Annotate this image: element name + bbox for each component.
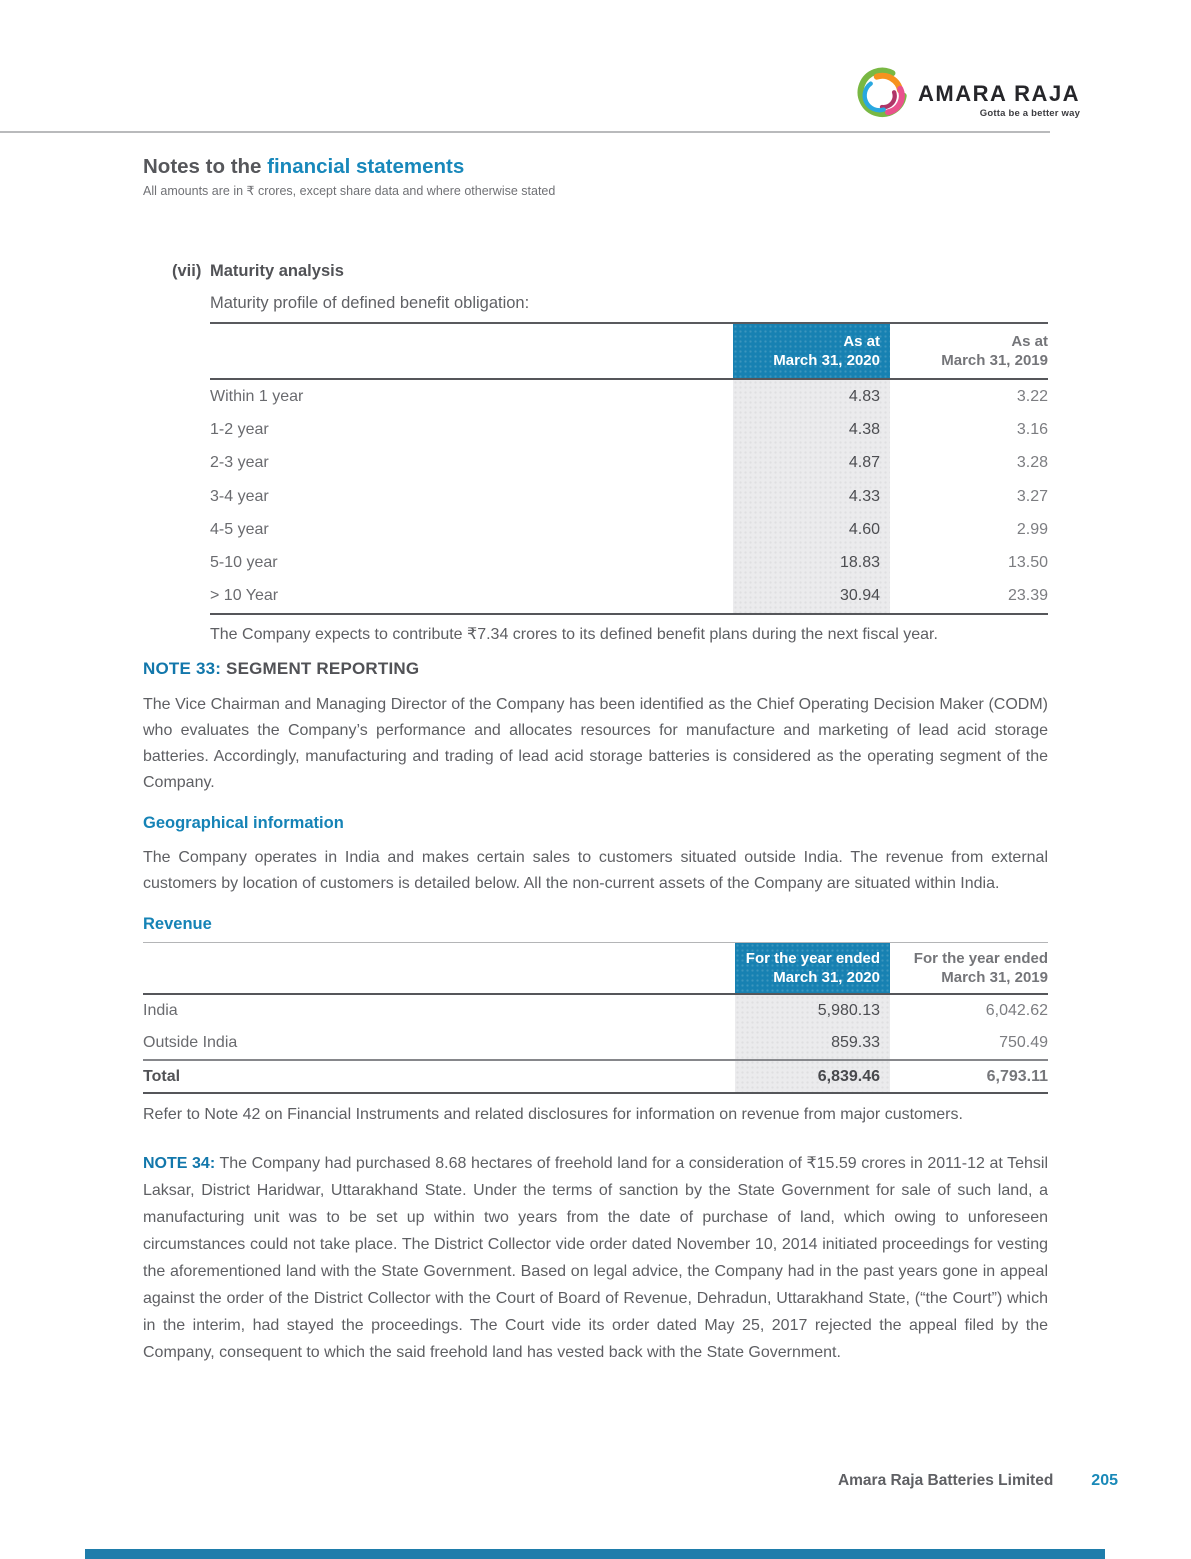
row-value-2020: 5,980.13	[817, 1002, 880, 1019]
brand-name: AMARA RAJA	[918, 81, 1081, 106]
note34-body: The Company had purchased 8.68 hectares of freehold land for a consideration of ₹15.59 crores in 2011-12 at Tehsil Laksar, District Haridwar, Uttarakhand State. Under the terms of sanction by the State Government for sale of such land, a manufacturing unit was to be set up within two years from the date of purchase of land, which owing to unforeseen circumstances could not take place. The District Collector vide order dated November 10, 2014 initiated proceedings for vesting the aforementioned land with the State Government. Based on legal advice, the Company had in the past years gone in appeal against the order of the District Collector with the Court of Board of Revenue, Dehradun, Uttarakhand State, (“the Court”) which in the interim, had stayed the proceedings. The Court vide its order dated May 25, 2017 rejected the appeal filed by the Company, consequent to which the said freehold land has vested back with the State Government.	[143, 1155, 1048, 1361]
row-label: > 10 Year	[210, 587, 279, 605]
row-label: 1-2 year	[210, 420, 269, 438]
brand-text	[918, 66, 1080, 119]
maturity-col-2020-header	[733, 324, 890, 378]
revenue-col-2020-line1: For the year ended	[745, 950, 880, 967]
maturity-col-2019-header	[890, 324, 1048, 378]
row-value-2020: 4.87	[848, 454, 880, 472]
table-row	[210, 380, 1048, 413]
note33-body: The Vice Chairman and Managing Director of the Company has been identified as the Chief Operating Decision Maker (CODM) who evaluates the Company’s performance and allocates resources for manufacture and marketing of lead acid storage batteries. Accordingly, manufacturing and trading of lead acid storage batteries is considered as the operating segment of the Company.	[143, 696, 1048, 791]
footer-page-number: 205	[1091, 1472, 1118, 1489]
page-title-prefix: Notes to the	[143, 155, 268, 178]
total-value-2019: 6,793.11	[986, 1067, 1048, 1085]
row-value-2020: 30.94	[839, 587, 880, 605]
maturity-footnote: The Company expects to contribute ₹7.34 crores to its defined benefit plans during the next fiscal year.	[210, 626, 938, 644]
section-maturity-analysis	[143, 262, 1048, 644]
note33-label: NOTE 33:	[143, 659, 222, 678]
footer-company-name: Amara Raja Batteries Limited	[837, 1472, 1054, 1489]
table-row	[210, 447, 1048, 480]
geo-body: The Company operates in India and makes certain sales to customers situated outside India. The revenue from external customers by location of customers is detailed below. All the non-current assets of the Company are situated within India.	[143, 849, 1048, 892]
amara-raja-logo	[856, 66, 1080, 122]
row-value-2019: 3.22	[1016, 387, 1048, 405]
table-row	[210, 413, 1048, 446]
row-value-2020: 4.83	[848, 387, 880, 405]
amara-raja-swirl-icon	[856, 66, 908, 122]
row-label: 5-10 year	[210, 554, 278, 572]
section-note-34	[143, 1150, 1048, 1366]
revenue-col-2020-header	[735, 943, 890, 993]
total-label: Total	[143, 1067, 181, 1085]
row-value-2019: 2.99	[1016, 520, 1048, 538]
maturity-table	[210, 322, 1048, 615]
revenue-col-2019-header	[890, 943, 1048, 993]
page-subtitle: All amounts are in ₹ crores, except share data and where otherwise stated	[143, 184, 556, 198]
revenue-table-body	[143, 995, 1048, 1094]
row-value-2020: 4.60	[848, 520, 880, 538]
note33-heading	[143, 659, 1048, 679]
revenue-table	[143, 942, 1048, 1094]
row-value-2019: 3.27	[1016, 487, 1048, 505]
section-revenue	[143, 915, 1048, 1094]
section-note-33	[143, 659, 1048, 796]
maturity-heading	[143, 262, 1048, 281]
revenue-col-2019-line1: For the year ended	[913, 950, 1048, 967]
note34-paragraph	[143, 1150, 1048, 1366]
page-title	[143, 156, 1048, 178]
row-value-2020: 4.38	[848, 420, 880, 438]
row-value-2020: 18.83	[839, 554, 880, 572]
row-label: Within 1 year	[210, 387, 304, 405]
note33-title: SEGMENT REPORTING	[221, 659, 420, 678]
row-value-2020: 859.33	[831, 1034, 880, 1051]
row-value-2019: 3.28	[1016, 454, 1048, 472]
maturity-table-header	[210, 322, 1048, 380]
revenue-table-header	[143, 942, 1048, 995]
revenue-title: Revenue	[143, 915, 212, 933]
table-row	[210, 580, 1048, 613]
maturity-col-2019-line1: As at	[1011, 333, 1048, 350]
row-value-2019: 23.39	[1007, 587, 1048, 605]
total-value-2020: 6,839.46	[817, 1067, 880, 1085]
revenue-col-2019-line2: March 31, 2019	[941, 969, 1048, 986]
row-value-2019: 750.49	[999, 1034, 1048, 1051]
page-footer	[143, 1472, 1118, 1490]
row-value-2020: 4.33	[848, 487, 880, 505]
header-divider	[0, 131, 1050, 133]
maturity-col-2020-line1: As at	[843, 333, 880, 350]
maturity-table-body	[210, 380, 1048, 615]
refer-note-42: Refer to Note 42 on Financial Instruments and related disclosures for information on revenue from major customers.	[143, 1106, 963, 1123]
maturity-col-2019-line2: March 31, 2019	[941, 352, 1048, 369]
row-label: 3-4 year	[210, 487, 269, 505]
maturity-heading-number: (vii)	[172, 262, 202, 280]
row-value-2019: 3.16	[1016, 420, 1048, 438]
table-row	[210, 513, 1048, 546]
section-geographical-information	[143, 814, 1048, 897]
page-title-accent: financial statements	[267, 155, 465, 178]
bottom-accent-bar	[85, 1549, 1105, 1559]
table-row	[143, 1027, 1048, 1059]
row-value-2019: 6,042.62	[985, 1002, 1048, 1019]
table-row	[143, 995, 1048, 1027]
row-label: 4-5 year	[210, 520, 269, 538]
row-label: 2-3 year	[210, 454, 269, 472]
row-value-2019: 13.50	[1007, 554, 1048, 572]
table-total-row	[143, 1059, 1048, 1092]
maturity-table-caption: Maturity profile of defined benefit obligation:	[210, 294, 530, 312]
geo-title: Geographical information	[143, 814, 344, 832]
maturity-col-2020-line2: March 31, 2020	[773, 352, 880, 369]
brand-tagline: Gotta be a better way	[979, 108, 1081, 119]
table-row	[210, 546, 1048, 579]
row-label: Outside India	[143, 1034, 238, 1051]
revenue-col-2020-line2: March 31, 2020	[773, 969, 880, 986]
row-label: India	[143, 1002, 178, 1019]
maturity-heading-title: Maturity analysis	[210, 262, 344, 280]
note34-label: NOTE 34:	[143, 1155, 216, 1172]
table-row	[210, 480, 1048, 513]
doc-header	[143, 156, 1048, 198]
